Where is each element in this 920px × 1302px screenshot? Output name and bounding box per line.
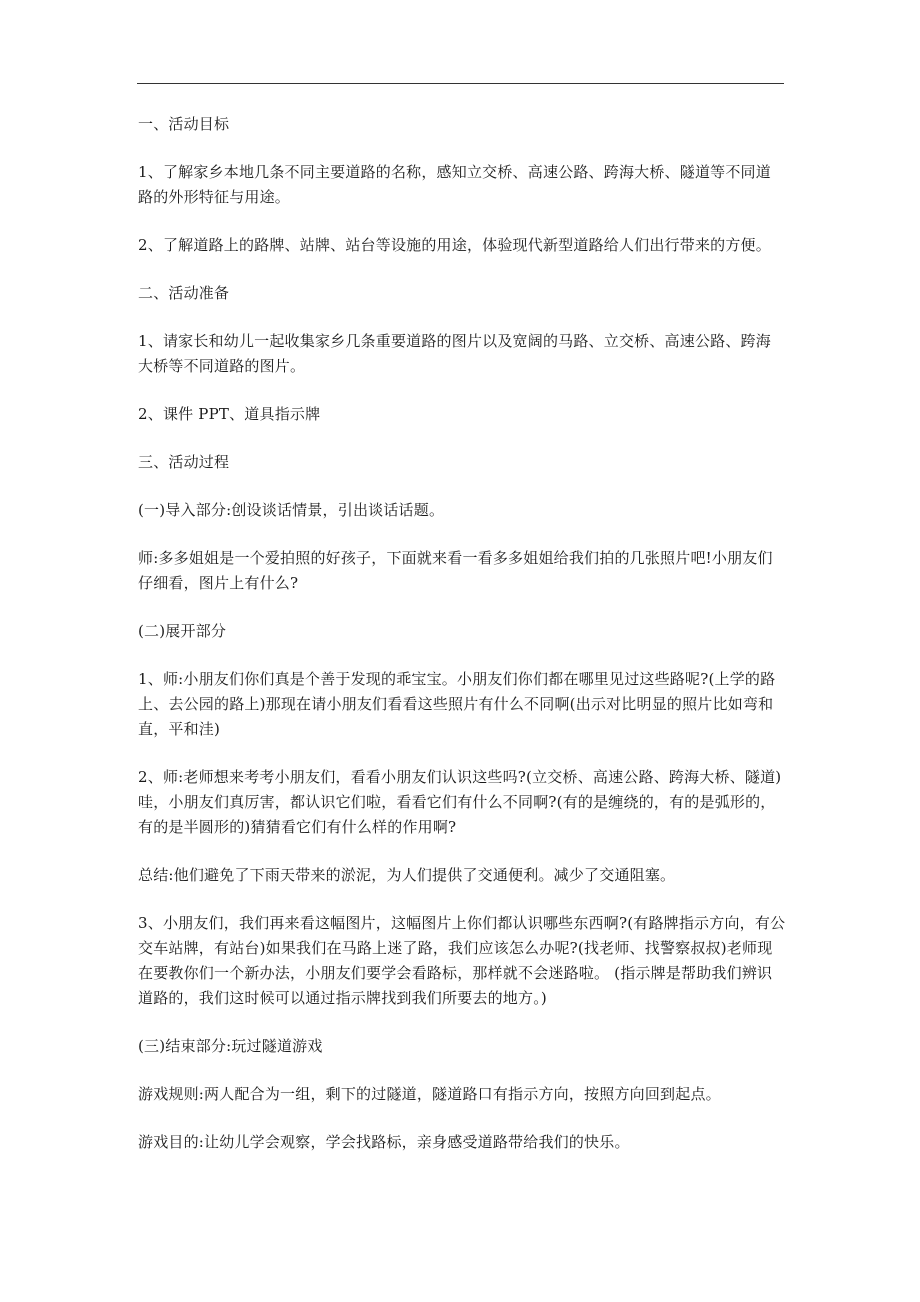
heading-activity-preparation: 二、活动准备 xyxy=(138,284,230,302)
goal-item-1: 1、了解家乡本地几条不同主要道路的名称，感知立交桥、高速公路、跨海大桥、隧道等不同道路的外形特征与用途。 xyxy=(138,163,771,206)
preparation-item-1: 1、请家长和幼儿一起收集家乡几条重要道路的图片以及宽阔的马路、立交桥、高速公路、跨海大桥等不同道路的图片。 xyxy=(138,332,771,375)
development-item-1: 1、师:小朋友们你们真是个善于发现的乖宝宝。小朋友们你们都在哪里见过这些路呢?(上学的路上、去公园的路上)那现在请小朋友们看看这些照片有什么不同啊(出示对比明显的照片比如弯和直，平和洼) xyxy=(138,670,776,738)
preparation-item-2: 2、课件 PPT、道具指示牌 xyxy=(138,405,321,423)
section-development: (二)展开部分 xyxy=(138,622,227,640)
game-rules: 游戏规则:两人配合为一组，剩下的过隧道，隧道路口有指示方向，按照方向回到起点。 xyxy=(138,1085,721,1103)
document-body xyxy=(138,112,786,1178)
heading-activity-goals: 一、活动目标 xyxy=(138,115,230,133)
goal-item-2: 2、了解道路上的路牌、站牌、站台等设施的用途，体验现代新型道路给人们出行带来的方便。 xyxy=(138,236,771,254)
development-item-3: 3、小朋友们，我们再来看这幅图片，这幅图片上你们都认识哪些东西啊?(有路牌指示方向，有公交车站牌，有站台)如果我们在马路上迷了路，我们应该怎么办呢?(找老师、找警察叔叔)老师现在要教你们一个新办法，小朋友们要学会看路标，那样就不会迷路啦。 (指示牌是帮助我们辨识道路的，我们这时候可以通过指示牌找到我们所要去的地方。) xyxy=(138,914,786,1007)
summary-paragraph: 总结:他们避免了下雨天带来的淤泥，为人们提供了交通便利。减少了交通阻塞。 xyxy=(138,866,676,884)
section-intro: (一)导入部分:创设谈话情景，引出谈话话题。 xyxy=(138,501,445,519)
development-item-2: 2、师:老师想来考考小朋友们，看看小朋友们认识这些吗?(立交桥、高速公路、跨海大桥、隧道)哇，小朋友们真厉害，都认识它们啦，看看它们有什么不同啊?(有的是缠绕的，有的是弧形的，有的是半圆形的)猜猜看它们有什么样的作用啊? xyxy=(138,768,782,836)
section-ending: (三)结束部分:玩过隧道游戏 xyxy=(138,1037,323,1055)
header-rule xyxy=(137,83,784,84)
heading-activity-process: 三、活动过程 xyxy=(138,453,230,471)
game-purpose: 游戏目的:让幼儿学会观察，学会找路标，亲身感受道路带给我们的快乐。 xyxy=(138,1133,630,1151)
intro-paragraph: 师:多多姐姐是一个爱拍照的好孩子，下面就来看一看多多姐姐给我们拍的几张照片吧!小朋友们仔细看，图片上有什么? xyxy=(138,549,773,592)
